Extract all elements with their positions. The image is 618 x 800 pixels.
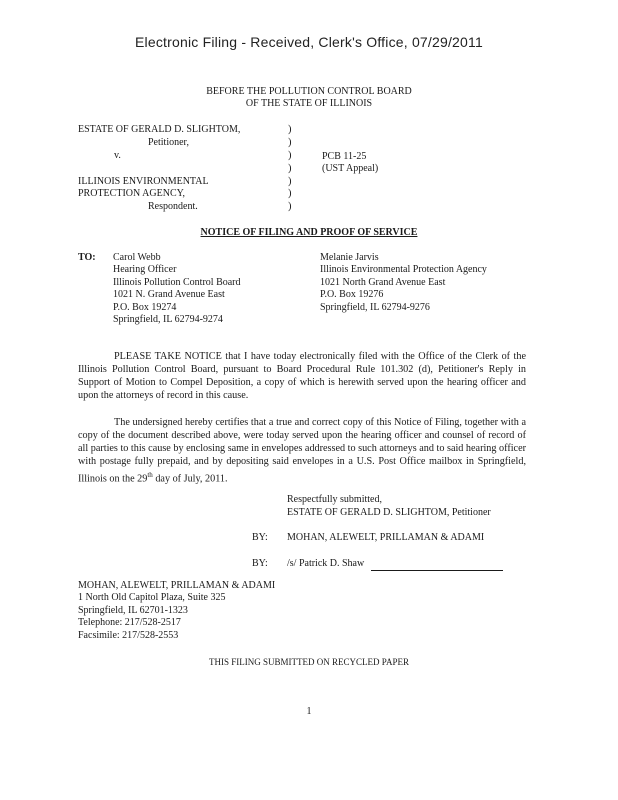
- respondent-name-line1: ILLINOIS ENVIRONMENTAL: [78, 176, 209, 187]
- page-number: 1: [306, 706, 312, 717]
- day-superscript: th: [147, 470, 153, 479]
- recycled-paper-notice: THIS FILING SUBMITTED ON RECYCLED PAPER: [209, 657, 409, 667]
- to-label: TO:: [78, 252, 96, 263]
- certificate-text: The undersigned hereby certifies that a true and correct copy of this Notice of Filing, together with a copy of the document described above, were today served upon the hearing officer and counsel of record of all parties to this cause by enclosing same in envelopes addressed to such attorneys and to said hearing officer with postage fully prepaid, and by depositing said envelopes in a U.S. Post Office mailbox in Springfield, Illinois on the 29: [78, 417, 526, 485]
- certificate-ending: day of July, 2011.: [152, 473, 228, 485]
- board-heading-line2: OF THE STATE OF ILLINOIS: [245, 98, 373, 109]
- address-line: Illinois Pollution Control Board: [113, 276, 241, 288]
- by-label: BY:: [252, 532, 268, 543]
- caption-paren: ): [288, 163, 292, 174]
- address-line: P.O. Box 19274: [113, 301, 177, 313]
- recipient-name: Carol Webb: [113, 252, 161, 263]
- law-firm-name: MOHAN, ALEWELT, PRILLAMAN & ADAMI: [287, 532, 485, 543]
- respondent-label: Respondent.: [148, 201, 198, 212]
- address-line: Springfield, IL 62794-9274: [113, 314, 223, 326]
- closing: Respectfully submitted,: [287, 494, 382, 505]
- recipient-block: [113, 252, 241, 326]
- notice-title: NOTICE OF FILING AND PROOF OF SERVICE: [200, 227, 418, 238]
- notice-paragraph: PLEASE TAKE NOTICE that I have today electronically filed with the Office of the Clerk of the Illinois Pollution Control Board, pursuant to Board Procedural Rule 101.302 (d), Petitioner's Reply in Support of Motion to Compel Deposition, a copy of which is herewith served upon the hearing officer and upon the attorneys of record in this cause.: [78, 351, 526, 401]
- facsimile: Facsimile: 217/528-2553: [78, 629, 179, 641]
- address-line: Illinois Environmental Protection Agency: [320, 264, 487, 276]
- recipient-block: [320, 252, 487, 314]
- board-heading-line1: BEFORE THE POLLUTION CONTROL BOARD: [206, 86, 412, 97]
- caption-paren: ): [288, 188, 292, 199]
- petitioner-label: Petitioner,: [148, 137, 189, 148]
- certificate-paragraph: [78, 417, 526, 486]
- case-number: PCB 11-25: [322, 151, 367, 162]
- telephone: Telephone: 217/528-2517: [78, 617, 181, 629]
- petitioner-name: ESTATE OF GERALD D. SLIGHTOM,: [78, 124, 241, 135]
- caption-paren: ): [288, 150, 292, 161]
- address-line: 1021 North Grand Avenue East: [320, 276, 446, 288]
- caption-paren: ): [288, 201, 292, 212]
- address-line: 1 North Old Capitol Plaza, Suite 325: [78, 592, 226, 604]
- address-line: Hearing Officer: [113, 264, 177, 276]
- signing-party: ESTATE OF GERALD D. SLIGHTOM, Petitioner: [287, 507, 491, 518]
- caption-paren: ): [288, 137, 292, 148]
- address-line: P.O. Box 19276: [320, 289, 384, 301]
- by-label: BY:: [252, 558, 268, 569]
- case-type: (UST Appeal): [322, 163, 379, 174]
- caption-paren: ): [288, 124, 292, 135]
- address-line: Springfield, IL 62701-1323: [78, 604, 188, 616]
- recipient-name: Melanie Jarvis: [320, 252, 379, 263]
- address-line: 1021 N. Grand Avenue East: [113, 289, 225, 301]
- versus-label: v.: [114, 150, 121, 161]
- address-line: Springfield, IL 62794-9276: [320, 301, 430, 313]
- firm-address-block: [78, 580, 275, 642]
- signature-line: [371, 570, 503, 571]
- firm-name: MOHAN, ALEWELT, PRILLAMAN & ADAMI: [78, 580, 276, 591]
- signer-name: /s/ Patrick D. Shaw: [287, 558, 365, 569]
- respondent-name-line2: PROTECTION AGENCY,: [78, 188, 186, 199]
- caption-paren: ): [288, 176, 292, 187]
- filing-stamp: Electronic Filing - Received, Clerk's Office, 07/29/2011: [135, 34, 483, 50]
